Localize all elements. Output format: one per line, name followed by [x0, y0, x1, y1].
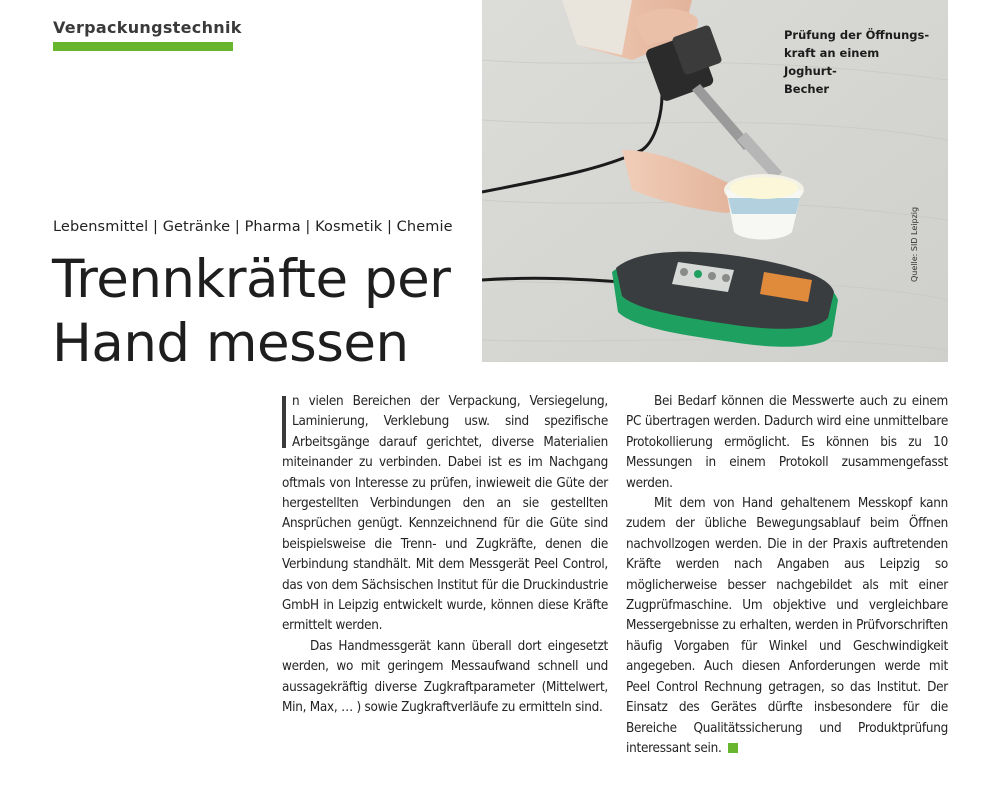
article-paragraph: [626, 494, 948, 759]
photo-caption: [784, 26, 934, 98]
end-mark-icon: [728, 743, 738, 753]
paragraph-text: n vielen Bereichen der Verpackung, Versiegelung, Laminierung, Verklebung usw. sind spezifische Arbeitsgänge darauf gerichtet, diverse Materialien miteinander zu verbinden. Dabei ist es im Nachgang oftmals von Interesse zu prüfen, inwieweit die Güte der hergestellten Verbindungen den an sie gestellten Ansprüchen genügt. Kennzeichnend für die Güte sind beispielsweise die Trenn- und Zugkräfte, denen die Verbindung standhält. Mit dem Messgerät Peel Control, das von dem Sächsischen Institut für die Druckindustrie GmbH in Leipzig entwickelt wurde, können diese Kräfte ermittelt werden.: [282, 394, 608, 634]
photo-credit: Quelle: SID Leipzig: [910, 206, 919, 282]
section-accent-bar: [53, 42, 233, 51]
article-paragraph: Das Handmessgerät kann überall dort eingesetzt werden, wo mit geringem Messaufwand schnell und aussagekräftig diverse Zugkraftparameter (Mittelwert, Min, Max, … ) sowie Zugkraftverläufe zu ermitteln sind.: [282, 638, 608, 716]
caption-line: kraft an einem Joghurt-: [784, 46, 880, 78]
article-paragraph: Bei Bedarf können die Messwerte auch zu einem PC übertragen werden. Dadurch wird eine unmittelbare Protokollierung ermöglicht. Es können bis zu 10 Messungen in einem Protokoll zusammengefasst werden.: [626, 394, 948, 491]
article-column-2: [626, 392, 948, 759]
section-label: Verpackungstechnik: [53, 18, 242, 37]
title-line-2: Hand messen: [52, 313, 409, 374]
caption-line: Prüfung der Öffnungs-: [784, 28, 930, 42]
title-line-1: Trennkräfte per: [52, 249, 451, 310]
paragraph-text: Mit dem von Hand gehaltenem Messkopf kann zudem der übliche Bewegungsablauf beim Öffnen nachvollzogen werden. Die in der Praxis auftretenden Kräfte werden nach Angaben aus Leipzig so möglicherweise besser nachgebildet als mit einer Zugprüfmaschine. Um objektive und vergleichbare Messergebnisse zu erhalten, werden in Prüfvorschriften häufig Vorgaben für Winkel und Geschwindigkeit angegeben. Auch diesen Anforderungen werde mit Peel Control Rechnung getragen, so das Institut. Der Einsatz des Gerätes dürfte insbesondere für die Bereiche Qualitätssicherung und Produktprüfung interessant sein.: [626, 496, 948, 756]
article-paragraph: [282, 392, 608, 637]
topic-list: Lebensmittel | Getränke | Pharma | Kosmetik | Chemie: [53, 219, 453, 235]
caption-line: Becher: [784, 82, 830, 96]
initial-letter-bar: [282, 396, 286, 448]
article-column-1: [282, 392, 608, 719]
page-title: [52, 248, 450, 376]
